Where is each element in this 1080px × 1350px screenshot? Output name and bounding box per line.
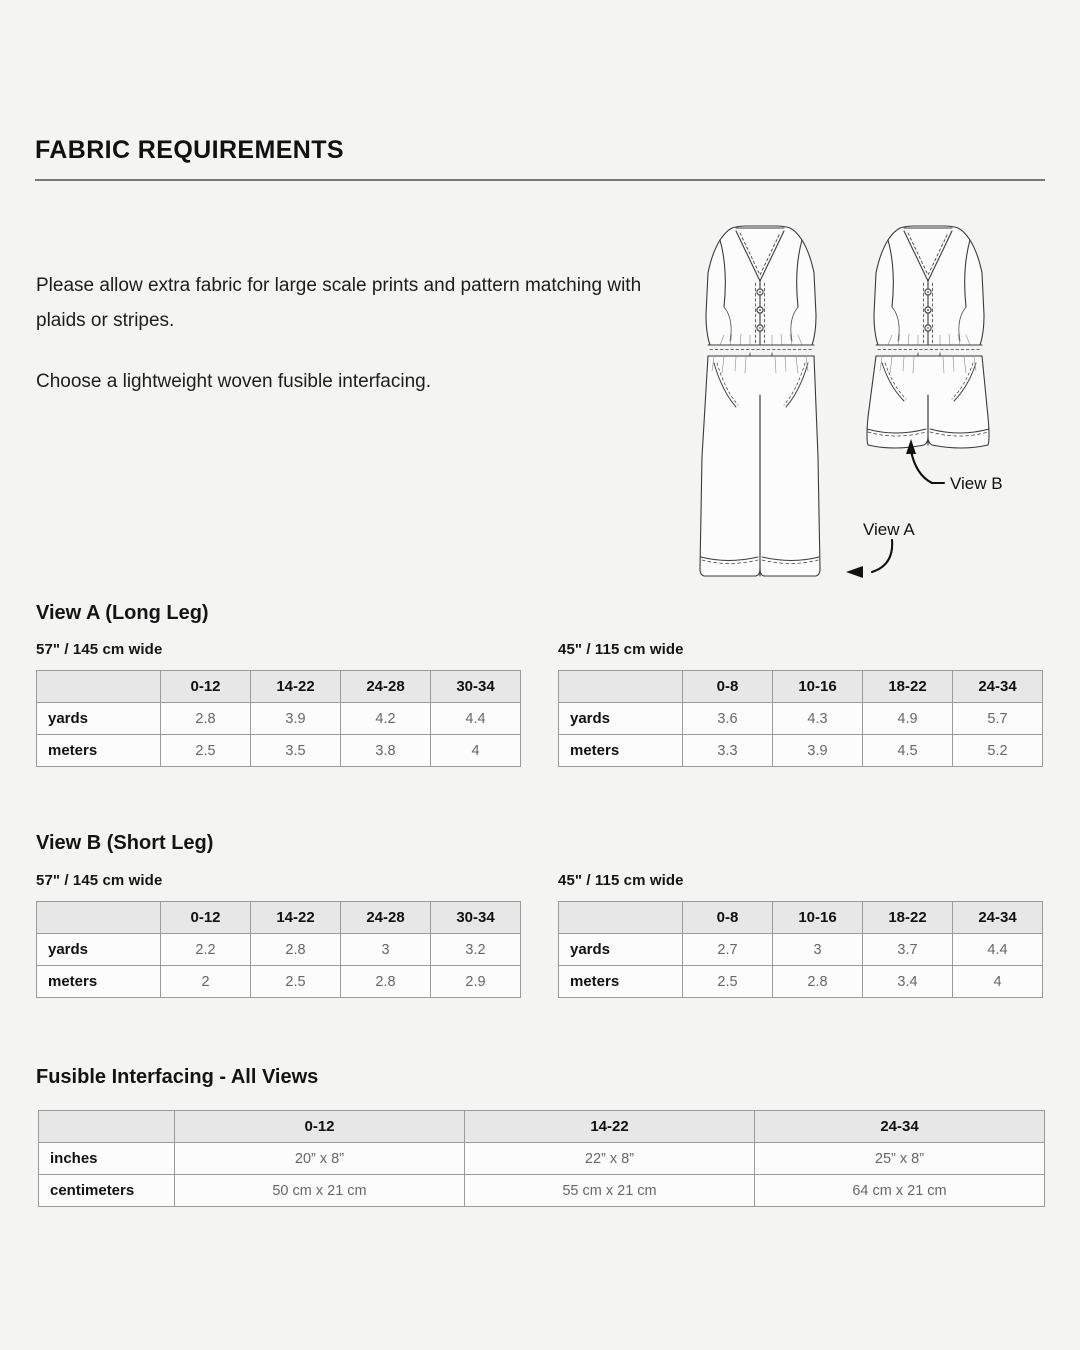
table-corner-cell bbox=[37, 671, 161, 703]
table-cell: 3.4 bbox=[863, 966, 953, 998]
table-row bbox=[39, 1143, 1045, 1175]
table-cell: 4.4 bbox=[953, 934, 1043, 966]
table-header-row bbox=[37, 902, 521, 934]
table-cell: 64 cm x 21 cm bbox=[755, 1175, 1045, 1207]
table-cell: 3.7 bbox=[863, 934, 953, 966]
column-header: 0-12 bbox=[161, 671, 251, 703]
column-header: 24-28 bbox=[341, 671, 431, 703]
table-row bbox=[559, 735, 1043, 767]
table-row bbox=[559, 703, 1043, 735]
table-cell: 3 bbox=[773, 934, 863, 966]
column-header: 0-12 bbox=[161, 902, 251, 934]
table-cell: 4.5 bbox=[863, 735, 953, 767]
table-cell: 50 cm x 21 cm bbox=[175, 1175, 465, 1207]
table-row bbox=[559, 934, 1043, 966]
column-header: 10-16 bbox=[773, 671, 863, 703]
table-cell: 3.6 bbox=[683, 703, 773, 735]
table-cell: 3.3 bbox=[683, 735, 773, 767]
column-header: 24-34 bbox=[953, 671, 1043, 703]
column-header: 24-34 bbox=[755, 1111, 1045, 1143]
column-header: 14-22 bbox=[251, 902, 341, 934]
column-header: 0-8 bbox=[683, 902, 773, 934]
table-cell: 20” x 8” bbox=[175, 1143, 465, 1175]
table-caption-view-b-57: 57" / 145 cm wide bbox=[36, 872, 163, 889]
table-cell: 2.5 bbox=[683, 966, 773, 998]
column-header: 10-16 bbox=[773, 902, 863, 934]
column-header: 24-28 bbox=[341, 902, 431, 934]
row-label: meters bbox=[559, 966, 683, 998]
table-cell: 3.8 bbox=[341, 735, 431, 767]
view-b-garment-figure bbox=[867, 226, 989, 448]
table-cell: 3.9 bbox=[251, 703, 341, 735]
row-label: meters bbox=[559, 735, 683, 767]
table-cell: 2.8 bbox=[773, 966, 863, 998]
table-cell: 2 bbox=[161, 966, 251, 998]
table-header-row bbox=[39, 1111, 1045, 1143]
page-title: FABRIC REQUIREMENTS bbox=[35, 136, 345, 164]
table-cell: 2.9 bbox=[431, 966, 521, 998]
column-header: 0-12 bbox=[175, 1111, 465, 1143]
row-label: meters bbox=[37, 966, 161, 998]
view-a-garment-figure bbox=[700, 226, 820, 576]
title-divider bbox=[35, 179, 1045, 181]
intro-paragraph-2: Choose a lightweight woven fusible interfacing. bbox=[36, 371, 432, 392]
fabric-table-view-a-57 bbox=[36, 670, 521, 767]
table-block-view-a-57 bbox=[36, 641, 521, 767]
intro-text bbox=[36, 268, 656, 425]
table-cell: 5.7 bbox=[953, 703, 1043, 735]
fusible-interfacing-table bbox=[38, 1110, 1045, 1207]
column-header: 14-22 bbox=[465, 1111, 755, 1143]
table-cell: 25” x 8” bbox=[755, 1143, 1045, 1175]
table-cell: 4.4 bbox=[431, 703, 521, 735]
row-label: yards bbox=[37, 934, 161, 966]
fabric-table-view-b-57 bbox=[36, 901, 521, 998]
table-header-row bbox=[559, 902, 1043, 934]
table-block-view-b-45 bbox=[558, 872, 1043, 998]
fabric-table-view-a-45 bbox=[558, 670, 1043, 767]
fabric-table-view-b-45 bbox=[558, 901, 1043, 998]
table-cell: 2.5 bbox=[161, 735, 251, 767]
table-cell: 4 bbox=[431, 735, 521, 767]
row-label: yards bbox=[559, 934, 683, 966]
table-block-view-a-45 bbox=[558, 641, 1043, 767]
section-heading-view-a: View A (Long Leg) bbox=[36, 602, 209, 624]
table-cell: 4.3 bbox=[773, 703, 863, 735]
intro-paragraph-1: Please allow extra fabric for large scale prints and pattern matching with plaids or stripes. bbox=[36, 275, 642, 331]
table-cell: 2.5 bbox=[251, 966, 341, 998]
row-label: meters bbox=[37, 735, 161, 767]
table-block-interfacing bbox=[38, 1110, 1045, 1207]
table-row bbox=[37, 934, 521, 966]
row-label: centimeters bbox=[39, 1175, 175, 1207]
table-caption-view-a-57: 57" / 145 cm wide bbox=[36, 641, 163, 658]
table-cell: 3.2 bbox=[431, 934, 521, 966]
table-cell: 55 cm x 21 cm bbox=[465, 1175, 755, 1207]
table-cell: 4 bbox=[953, 966, 1043, 998]
column-header: 14-22 bbox=[251, 671, 341, 703]
view-a-callout bbox=[846, 520, 915, 578]
table-cell: 2.8 bbox=[161, 703, 251, 735]
table-cell: 4.2 bbox=[341, 703, 431, 735]
table-cell: 3.9 bbox=[773, 735, 863, 767]
table-corner-cell bbox=[37, 902, 161, 934]
row-label: inches bbox=[39, 1143, 175, 1175]
table-cell: 3.5 bbox=[251, 735, 341, 767]
table-row bbox=[37, 735, 521, 767]
table-header-row bbox=[37, 671, 521, 703]
table-row bbox=[37, 966, 521, 998]
column-header: 18-22 bbox=[863, 671, 953, 703]
row-label: yards bbox=[37, 703, 161, 735]
table-cell: 3 bbox=[341, 934, 431, 966]
table-cell: 2.8 bbox=[341, 966, 431, 998]
table-row bbox=[39, 1175, 1045, 1207]
table-header-row bbox=[559, 671, 1043, 703]
column-header: 18-22 bbox=[863, 902, 953, 934]
table-cell: 2.7 bbox=[683, 934, 773, 966]
column-header: 0-8 bbox=[683, 671, 773, 703]
table-corner-cell bbox=[559, 902, 683, 934]
table-caption-view-b-45: 45" / 115 cm wide bbox=[558, 872, 684, 889]
column-header: 30-34 bbox=[431, 671, 521, 703]
table-cell: 2.2 bbox=[161, 934, 251, 966]
table-corner-cell bbox=[559, 671, 683, 703]
table-caption-view-a-45: 45" / 115 cm wide bbox=[558, 641, 684, 658]
table-row bbox=[559, 966, 1043, 998]
row-label: yards bbox=[559, 703, 683, 735]
view-a-label: View A bbox=[863, 520, 915, 539]
table-cell: 2.8 bbox=[251, 934, 341, 966]
column-header: 30-34 bbox=[431, 902, 521, 934]
column-header: 24-34 bbox=[953, 902, 1043, 934]
garment-technical-illustration bbox=[680, 195, 1060, 605]
table-cell: 5.2 bbox=[953, 735, 1043, 767]
table-row bbox=[37, 703, 521, 735]
table-cell: 4.9 bbox=[863, 703, 953, 735]
section-heading-view-b: View B (Short Leg) bbox=[36, 832, 214, 854]
table-cell: 22” x 8” bbox=[465, 1143, 755, 1175]
section-heading-interfacing: Fusible Interfacing - All Views bbox=[36, 1066, 319, 1088]
table-corner-cell bbox=[39, 1111, 175, 1143]
view-b-label: View B bbox=[950, 474, 1003, 493]
table-block-view-b-57 bbox=[36, 872, 521, 998]
